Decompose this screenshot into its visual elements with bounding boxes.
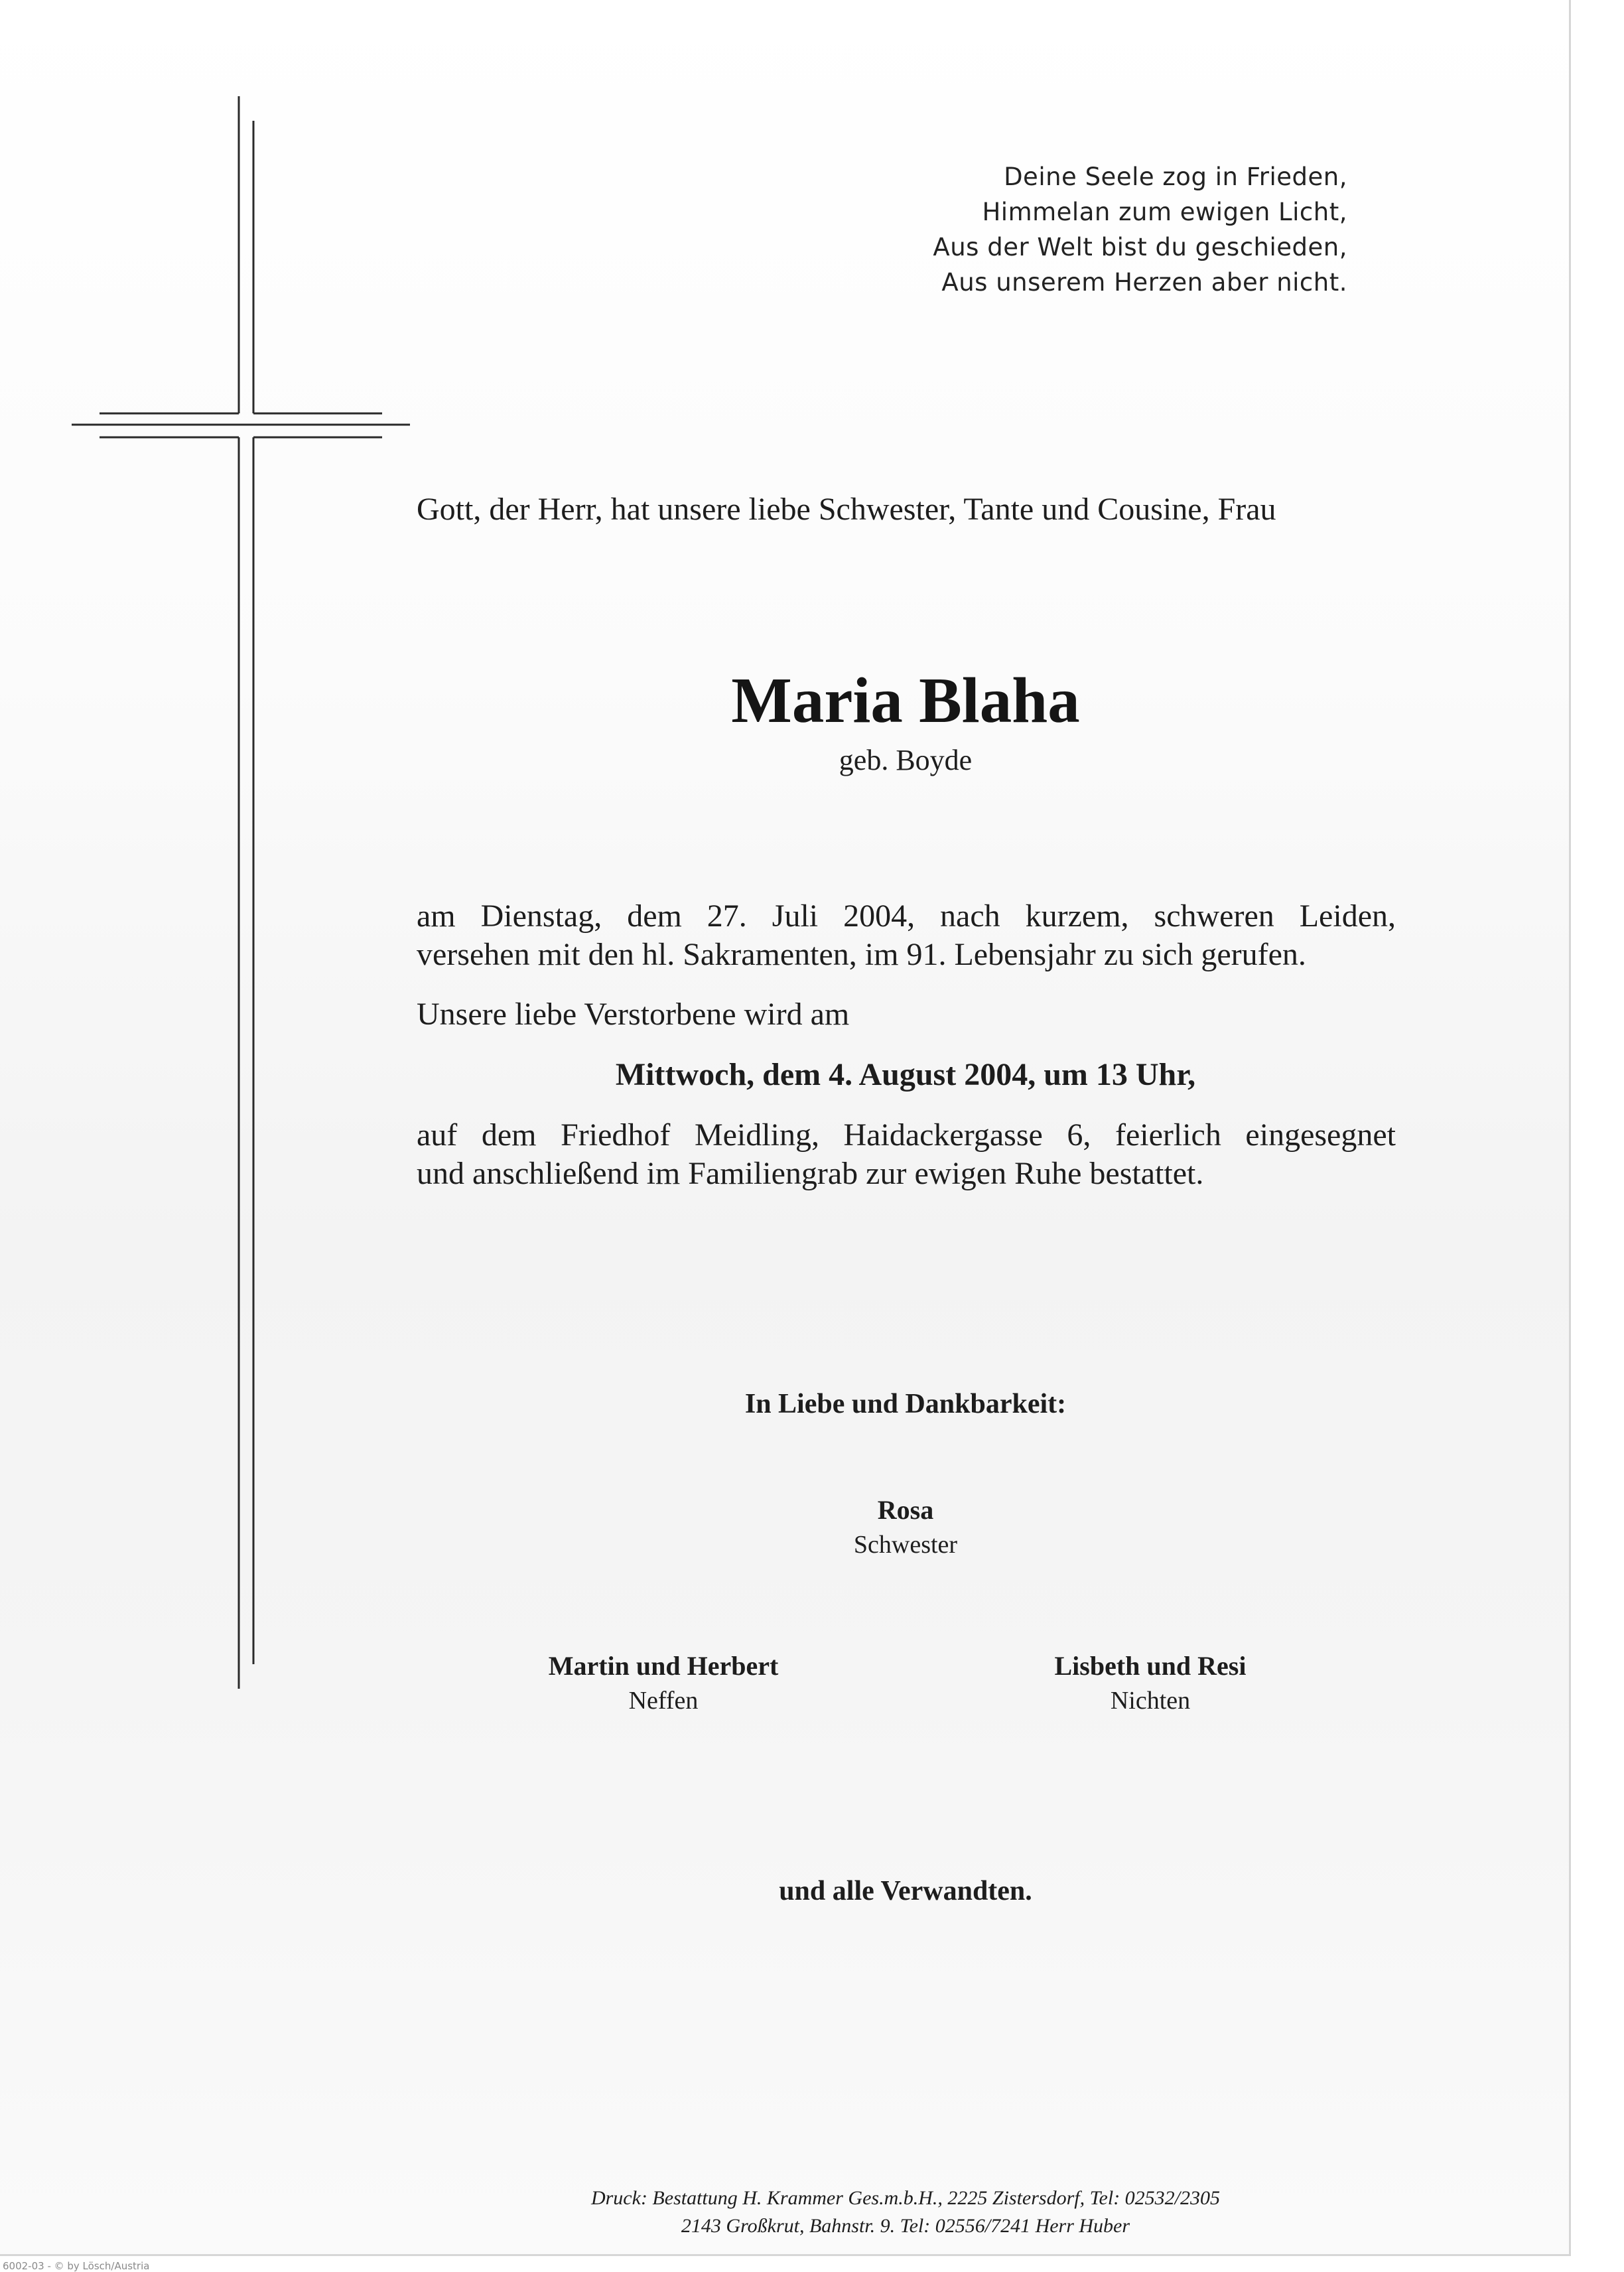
poem-line: Himmelan zum ewigen Licht, <box>982 198 1347 226</box>
death-notice-line: versehen mit den hl. Sakramenten, im 91. Lebensjahr zu sich gerufen. <box>417 937 1306 972</box>
thanks-heading: In Liebe und Dankbarkeit: <box>744 1389 1067 1419</box>
closing-text: und alle Verwandten. <box>779 1876 1032 1906</box>
printer-imprint <box>0 2184 1624 2240</box>
funeral-date: Mittwoch, dem 4. August 2004, um 13 Uhr, <box>615 1057 1196 1092</box>
funeral-details <box>417 1116 1396 1193</box>
poem <box>933 159 1347 300</box>
funeral-line: auf dem Friedhof Meidling, Haidackergasse 6, feierlich eingesegnet <box>417 1117 1396 1153</box>
poem-line: Aus der Welt bist du geschieden, <box>933 233 1347 261</box>
death-notice <box>417 897 1396 974</box>
mourner-relation: Nichten <box>1110 1687 1191 1715</box>
death-notice-line: am Dienstag, dem 27. Juli 2004, nach kurzem, schweren Leiden, <box>417 898 1396 934</box>
funeral-intro: Unsere liebe Verstorbene wird am <box>417 997 850 1032</box>
printer-line: 2143 Großkrut, Bahnstr. 9. Tel: 02556/7241 Herr Huber <box>681 2215 1130 2237</box>
mourner-name: Martin und Herbert <box>548 1651 779 1681</box>
printer-line: Druck: Bestattung H. Krammer Ges.m.b.H., 2225 Zistersdorf, Tel: 02532/2305 <box>590 2187 1221 2209</box>
mourner-relation: Schwester <box>853 1531 958 1559</box>
deceased-name: Maria Blaha <box>731 665 1080 736</box>
mourner-name: Rosa <box>877 1495 934 1525</box>
poem-line: Aus unserem Herzen aber nicht. <box>941 268 1347 297</box>
mourner-name: Lisbeth und Resi <box>1054 1651 1247 1681</box>
intro-text: Gott, der Herr, hat unsere liebe Schwester, Tante und Cousine, Frau <box>417 492 1276 527</box>
mourner-relation: Neffen <box>628 1687 699 1715</box>
poem-line: Deine Seele zog in Frieden, <box>1004 163 1347 191</box>
cross-icon <box>0 0 425 1699</box>
form-reference: 6002-03 - © by Lösch/Austria <box>3 2260 150 2272</box>
funeral-line: und anschließend im Familiengrab zur ewigen Ruhe bestattet. <box>417 1156 1204 1191</box>
maiden-name: geb. Boyde <box>839 744 973 776</box>
